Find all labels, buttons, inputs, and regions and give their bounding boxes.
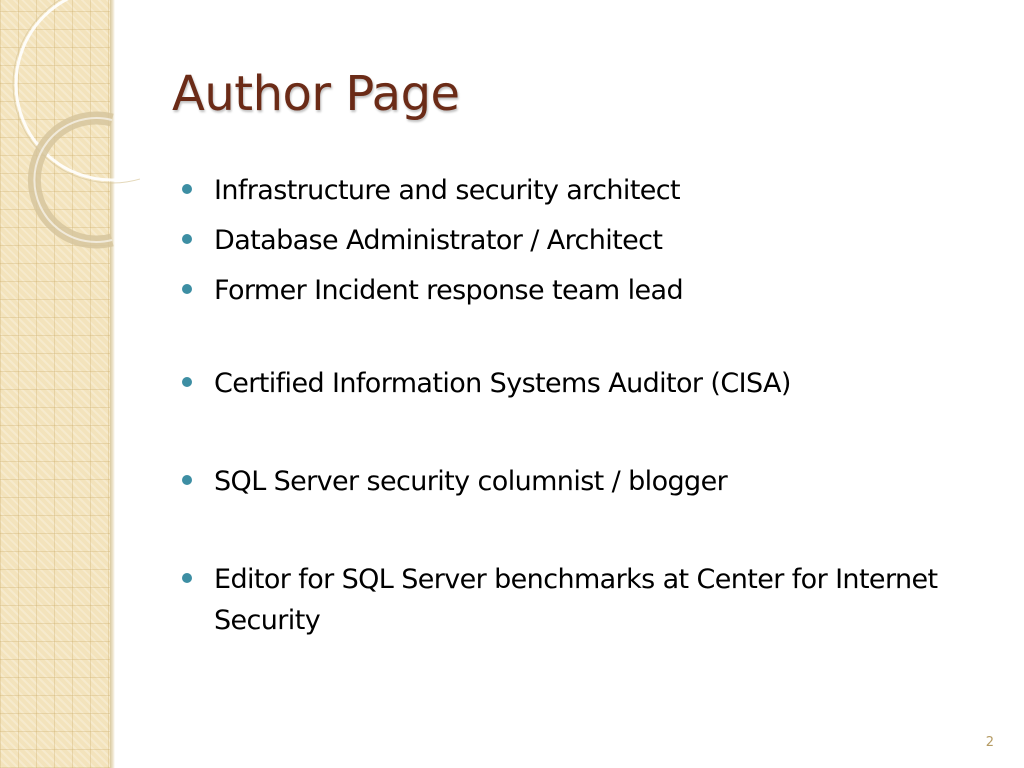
bullet-item — [182, 220, 962, 261]
bullet-text: Certified Information Systems Auditor (CISA) — [214, 368, 791, 399]
bullet-text: Database Administrator / Architect — [214, 225, 663, 256]
bullet-dot-icon — [182, 284, 192, 294]
bullet-dot-icon — [182, 475, 192, 485]
page-number: 2 — [985, 735, 994, 750]
slide-title: Author Page — [172, 66, 460, 122]
bullet-item — [182, 363, 962, 404]
bullet-item — [182, 170, 962, 211]
bullet-item — [182, 461, 962, 502]
bullet-item — [182, 270, 962, 311]
bullet-text: Former Incident response team lead — [214, 275, 684, 306]
bullet-dot-icon — [182, 573, 192, 583]
bullet-dot-icon — [182, 234, 192, 244]
decorative-circles-icon — [0, 0, 140, 260]
bullet-item — [182, 559, 962, 641]
bullet-text: Editor for SQL Server benchmarks at Center for Internet Security — [214, 564, 938, 636]
bullet-text: SQL Server security columnist / blogger — [214, 466, 728, 497]
bullet-dot-icon — [182, 377, 192, 387]
bullet-dot-icon — [182, 184, 192, 194]
bullet-list — [182, 170, 962, 641]
bullet-text: Infrastructure and security architect — [214, 175, 681, 206]
